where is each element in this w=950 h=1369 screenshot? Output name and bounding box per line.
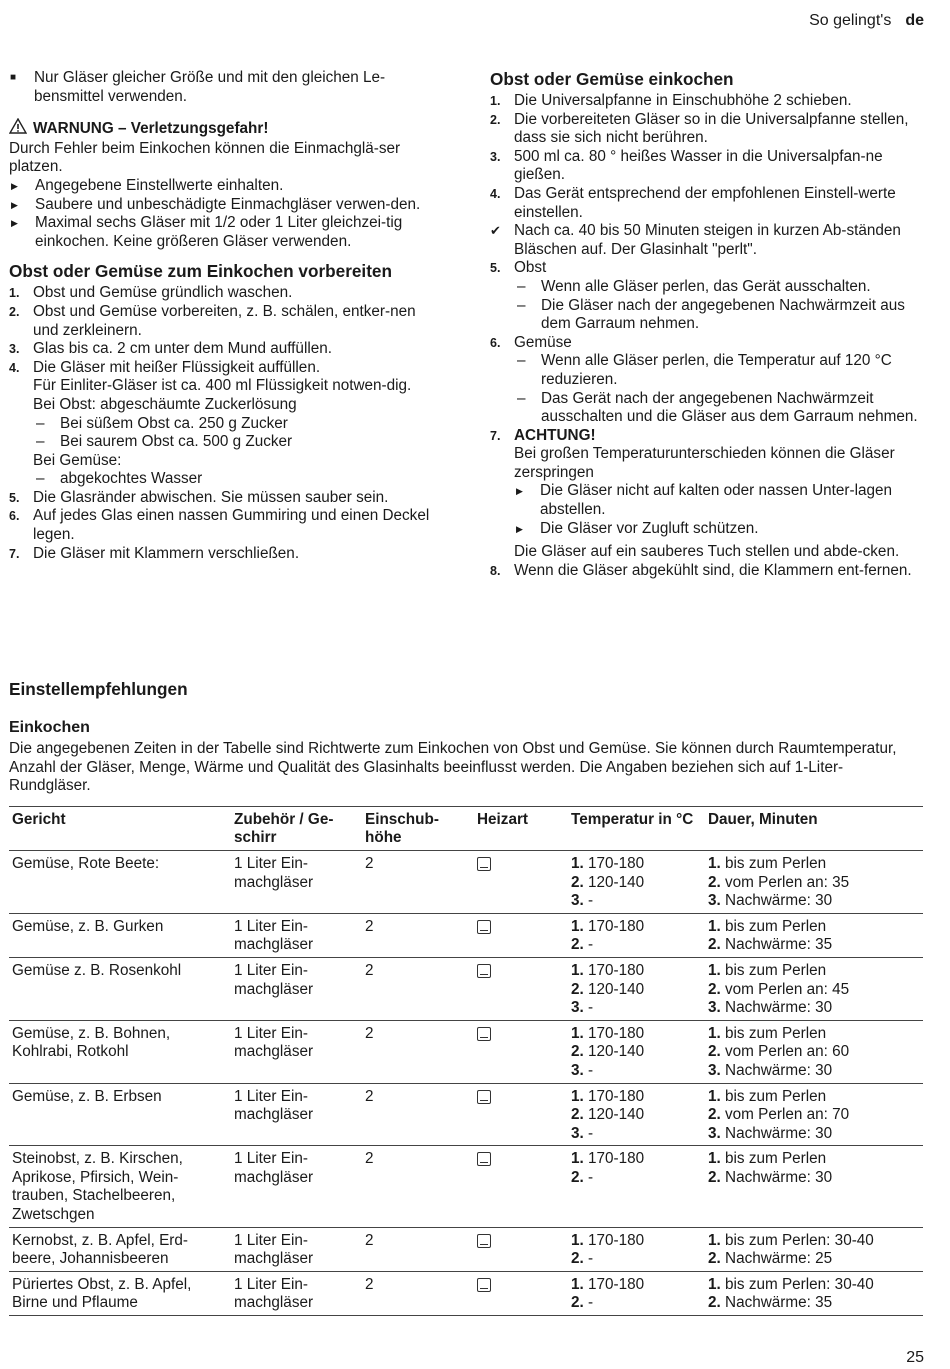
square-bullet-icon: ■: [10, 72, 17, 83]
accessory-cell: 1 Liter Ein-machgläser: [234, 917, 314, 954]
triangle-bullet-icon: ▶: [516, 486, 523, 497]
bottom-heat-icon: [477, 1152, 491, 1166]
table-header-row: Gericht Zubehör / Ge-schirr Einschub-höhe Heizart Temperatur in °C Dauer, Minuten: [9, 806, 923, 850]
warning-step: ▶ Saubere und unbeschädigte Einmachgläser verwen-den.: [11, 195, 421, 213]
table-row: [9, 1271, 923, 1315]
duration-cell: 1. bis zum Perlen 2. vom Perlen an: 45 3. Nachwärme: 30: [708, 961, 850, 1017]
bottom-heat-icon: [477, 1090, 491, 1104]
accessory-cell: 1 Liter Ein-machgläser: [234, 1150, 314, 1186]
table-row: [9, 1146, 923, 1227]
level-cell: 2: [365, 961, 374, 979]
warning-title: WARNUNG – Verletzungsgefahr!: [9, 118, 445, 140]
language-tag: de: [905, 12, 924, 29]
bottom-heat-icon: [477, 920, 491, 934]
table-row: [9, 1020, 923, 1083]
bottom-heat-icon: [477, 1278, 491, 1292]
page-header: [809, 12, 924, 31]
table-row: [9, 850, 923, 913]
dish-cell: Gemüse z. B. Rosenkohl: [12, 961, 182, 979]
page-number: 25: [906, 1349, 924, 1366]
triangle-bullet-icon: ▶: [11, 218, 18, 229]
prep-step: 3. Glas bis ca. 2 cm unter dem Mund auffüllen.: [9, 340, 333, 358]
heating-cell: [474, 1227, 568, 1271]
triangle-bullet-icon: ▶: [11, 199, 18, 210]
level-cell: 2: [365, 854, 374, 872]
heating-cell: [474, 1146, 568, 1227]
level-cell: 2: [365, 1087, 374, 1105]
bottom-heat-icon: [477, 1027, 491, 1041]
prep-step: 6. Auf jedes Glas einen nassen Gummiring und einen Deckel legen.: [9, 507, 430, 544]
temperature-cell: 1. 170-180 2. -: [571, 917, 645, 954]
heating-cell: [474, 913, 568, 957]
canning-step: 6. Gemüse – Wenn alle Gläser perlen, die Temperatur auf 120 °C reduzieren. – Das Gerät nach der angegebenen Nachwärmzeit ausschalten und die Gläser aus dem Garraum nehmen.: [490, 333, 918, 426]
level-cell: 2: [365, 1024, 374, 1042]
accessory-cell: 1 Liter Ein-machgläser: [234, 1024, 314, 1061]
table-row: [9, 1083, 923, 1146]
canning-step: 3. 500 ml ca. 80 ° heißes Wasser in die Universalpfan-ne gießen.: [490, 147, 883, 184]
triangle-bullet-icon: ▶: [11, 180, 18, 191]
canning-step: 1. Die Universalpfanne in Einschubhöhe 2 schieben.: [490, 92, 852, 109]
caution-title: ACHTUNG!: [514, 426, 596, 444]
prep-step: 7. Die Gläser mit Klammern verschließen.: [9, 544, 300, 562]
level-cell: 2: [365, 1231, 374, 1249]
canning-step: 8. Wenn die Gläser abgekühlt sind, die Klammern ent-fernen.: [490, 561, 912, 579]
accessory-cell: 1 Liter Ein-machgläser: [234, 1231, 314, 1268]
duration-cell: 1. bis zum Perlen 2. vom Perlen an: 35 3. Nachwärme: 30: [708, 854, 850, 910]
settings-subheading: Einkochen: [9, 719, 90, 736]
table-row: [9, 957, 923, 1020]
intro-bullet: ■ Nur Gläser gleicher Größe und mit den gleichen Le-bensmittel verwenden.: [10, 69, 386, 105]
canning-step: 5. Obst – Wenn alle Gläser perlen, das Gerät ausschalten. – Die Gläser nach der angegebenen Nachwärmzeit aus dem Garraum nehmen.: [490, 259, 905, 333]
canning-step: 4. Das Gerät entsprechend der empfohlenen Einstell-werte einstellen.: [490, 184, 896, 221]
accessory-cell: 1 Liter Ein-machgläser: [234, 961, 314, 998]
result-line: ✔ Nach ca. 40 bis 50 Minuten steigen in kurzen Ab-ständen Bläschen auf. Der Glasinhalt "perlt".: [490, 222, 901, 258]
duration-cell: 1. bis zum Perlen 2. vom Perlen an: 60 3. Nachwärme: 30: [708, 1024, 850, 1079]
canning-step: 2. Die vorbereiteten Gläser so in die Universalpfanne stellen, dass sie sich nicht berühren.: [490, 110, 909, 147]
accessory-cell: 1 Liter Ein-machgläser: [234, 1087, 314, 1124]
duration-cell: 1. bis zum Perlen: 30-40 2. Nachwärme: 25: [708, 1231, 874, 1268]
temperature-cell: 1. 170-180 2. 120-140 3. -: [571, 1087, 645, 1142]
temperature-cell: 1. 170-180 2. 120-140 3. -: [571, 1024, 645, 1079]
heating-cell: [474, 1083, 568, 1146]
warning-step: ▶ Angegebene Einstellwerte einhalten.: [11, 176, 284, 194]
duration-cell: 1. bis zum Perlen 2. Nachwärme: 30: [708, 1150, 833, 1186]
accessory-cell: 1 Liter Ein-machgläser: [234, 854, 314, 891]
level-cell: 2: [365, 1275, 374, 1293]
dish-cell: Gemüse, z. B. Bohnen, Kohlrabi, Rotkohl: [12, 1024, 171, 1061]
level-cell: 2: [365, 1150, 374, 1168]
warning-text: Durch Fehler beim Einkochen können die Einmachglä-ser platzen.: [9, 139, 401, 176]
dish-cell: Steinobst, z. B. Kirschen, Aprikose, Pfirsich, Wein-trauben, Stachelbeeren, Zwetschgen: [12, 1150, 183, 1224]
table-row: [9, 1227, 923, 1271]
left-column: [9, 69, 445, 563]
temperature-cell: 1. 170-180 2. -: [571, 1275, 645, 1312]
duration-cell: 1. bis zum Perlen 2. Nachwärme: 35: [708, 917, 833, 954]
temperature-cell: 1. 170-180 2. 120-140 3. -: [571, 961, 645, 1017]
dish-cell: Gemüse, z. B. Erbsen: [12, 1087, 162, 1105]
dish-cell: Gemüse, Rote Beete:: [12, 854, 160, 872]
accessory-cell: 1 Liter Ein-machgläser: [234, 1275, 314, 1312]
dish-cell: Kernobst, z. B. Apfel, Erd-beere, Johannisbeeren: [12, 1231, 188, 1268]
duration-cell: 1. bis zum Perlen 2. vom Perlen an: 70 3. Nachwärme: 30: [708, 1087, 850, 1142]
heating-cell: [474, 957, 568, 1020]
prep-step: 2. Obst und Gemüse vorbereiten, z. B. schälen, entker-nen und zerkleinern.: [9, 302, 416, 339]
right-column: [490, 69, 926, 580]
canning-step: 7. ACHTUNG! Bei großen Temperaturunterschieden können die Gläser zerspringen ▶ Die Gläser nicht auf kalten oder nassen Unter-lagen abstellen. ▶ Die Gläser vor Zugluft schützen. Die Gläser auf ein sauberes Tuch stellen und abde-cken.: [490, 427, 926, 562]
section-title: So gelingt's: [809, 12, 892, 29]
checkmark-icon: ✔: [490, 223, 501, 239]
canning-heading: Obst oder Gemüse einkochen: [490, 69, 734, 89]
temperature-cell: 1. 170-180 2. 120-140 3. -: [571, 854, 645, 910]
prep-heading: Obst oder Gemüse zum Einkochen vorbereiten: [9, 261, 392, 282]
prep-step: 5. Die Glasränder abwischen. Sie müssen sauber sein.: [9, 488, 389, 506]
settings-table: [9, 806, 923, 1316]
warning-triangle-icon: [9, 118, 33, 140]
heating-cell: [474, 1271, 568, 1315]
dish-cell: Püriertes Obst, z. B. Apfel, Birne und Pflaume: [12, 1275, 192, 1312]
heating-cell: [474, 1020, 568, 1083]
bottom-heat-icon: [477, 857, 491, 871]
settings-intro: Die angegebenen Zeiten in der Tabelle sind Richtwerte zum Einkochen von Obst und Gemüse. Sie können durch Raumtemperatur, Anzahl der Gläser, Menge, Wärme und Qualität des Glasinhalts beeinflusst werden. Die Angaben beziehen sich auf 1-Liter-Rundgläser.: [9, 740, 897, 795]
table-row: [9, 913, 923, 957]
prep-step: 4. Die Gläser mit heißer Flüssigkeit auffüllen. Für Einliter-Gläser ist ca. 400 ml Flüssigkeit notwen-dig. Bei Obst: abgeschäumte Zuckerlösung – Bei süßem Obst ca. 250 g Zucker – Bei saurem Obst ca. 500 g Zucker Bei Gemüse: – abgekochtes Wasser: [9, 358, 412, 488]
settings-section: [9, 679, 923, 1316]
temperature-cell: 1. 170-180 2. -: [571, 1231, 645, 1268]
dish-cell: Gemüse, z. B. Gurken: [12, 917, 164, 935]
warning-step: ▶ Maximal sechs Gläser mit 1/2 oder 1 Liter gleichzei-tig einkochen. Keine größeren Gläser verwenden.: [11, 214, 403, 250]
bottom-heat-icon: [477, 964, 491, 978]
duration-cell: 1. bis zum Perlen: 30-40 2. Nachwärme: 35: [708, 1275, 874, 1312]
triangle-bullet-icon: ▶: [516, 523, 523, 534]
settings-heading: Einstellempfehlungen: [9, 679, 188, 699]
heating-cell: [474, 850, 568, 913]
bottom-heat-icon: [477, 1234, 491, 1248]
level-cell: 2: [365, 917, 374, 935]
prep-step: 1. Obst und Gemüse gründlich waschen.: [9, 284, 293, 302]
temperature-cell: 1. 170-180 2. -: [571, 1150, 645, 1186]
